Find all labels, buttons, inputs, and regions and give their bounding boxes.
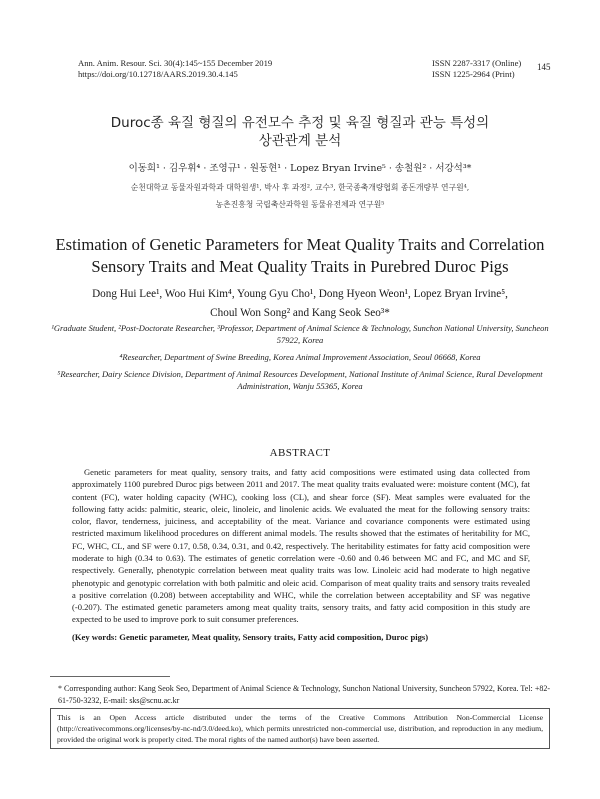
abstract-body: Genetic parameters for meat quality, sensory traits, and fatty acid compositions were estimated using data collected from approximately 1100 purebred Duroc pigs between 2011 and 2017. The meat quality traits evaluated were: moisture content (MC), fat content (FC), water holding capacity (WHC), cooking loss (CL), and shear force (SF). Meat samples were evaluated for the following fatty acids: palmitic, stearic, oleic, linoleic, and linolenic acids. We evaluated the meat for the following sensory traits: color, flavor, tenderness, juiciness, and acceptability of the meat. Variance and covariance components were estimated using restricted maximum likelihood procedures on different animal models. The results showed that the estimates of heritability for MC, FC, WHC, CL, and SF were 0.17, 0.58, 0.34, 0.31, and 0.42, respectively. The heritability estimates for fatty acid composition were moderate to high (0.34 to 0.63). The estimates of genetic correlation were -0.60 and 0.46 between MC and FC, and MC and SF, respectively. Generally, phenotypic correlation between meat quality traits was low. Linoleic acid had moderate to high negative phenotypic and genotypic correlation with both palmitic and oleic acid. Comparison of meat quality traits and sensory traits revealed a positive correlation (0.208) between acceptability and WHC, while the correlation between acceptability and SF was negative (-0.207). The estimated genetic parameters among meat quality traits, sensory traits, and fatty acid composition in this study are expected to be used to improve pork to suit consumer preferences. [72,467,530,625]
license-text: This is an Open Access article distributed under the terms of the Creative Commons Attribution Non-Commercial License (http://creativecommons.org/licenses/by-nc-nd/3.0/deed.ko), which permits unrestricted non-commercial use, distribution, and reproduction in any medium, provided the original work is properly cited. The moral rights of the named author(s) have been asserted. [57,713,543,744]
korean-title-line1: Duroc종 육질 형질의 유전모수 추정 및 육질 형질과 관능 특성의 [110,115,490,131]
english-title-line2: Sensory Traits and Meat Quality Traits in Purebred Duroc Pigs [91,257,509,276]
license-box [50,708,550,749]
english-authors-line1: Dong Hui Lee¹, Woo Hui Kim⁴, Young Gyu Cho¹, Dong Hyeon Weon¹, Lopez Bryan Irvine⁵, [92,288,508,300]
korean-affiliation-line2: 농촌진흥청 국립축산과학원 동물유전체과 연구원⁵ [215,200,385,209]
english-authors [30,285,570,323]
keywords: (Key words: Genetic parameter, Meat quality, Sensory traits, Fatty acid composition, Duroc pigs) [72,632,429,642]
footnote-divider [50,676,170,677]
affiliation-3: ⁵Researcher, Dairy Science Division, Department of Animal Resources Development, National Institute of Animal Science, Rural Development Administration, Wanju 55365, Korea [57,369,543,391]
issn-block [432,58,521,80]
english-authors-line2: Choul Won Song² and Kang Seok Seo³* [210,307,390,319]
korean-affiliation-line1: 순천대학교 동물자원과학과 대학원생¹, 박사 후 과정², 교수³, 한국종축개량협회 종돈개량부 연구원⁴, [130,183,470,192]
korean-authors: 이동희¹ · 김우휘⁴ · 조영규¹ · 원동현¹ · Lopez Bryan Irvine⁵ · 송철원² · 서강석³* [128,163,472,174]
english-title-line1: Estimation of Genetic Parameters for Meat Quality Traits and Correlation [55,235,545,254]
affiliation-2: ⁴Researcher, Department of Swine Breeding, Korea Animal Improvement Association, Seoul 06668, Korea [119,352,481,362]
corresponding-author-footnote: * Corresponding author: Kang Seok Seo, Department of Animal Science & Technology, Sunchon National University, Suncheon 57922, Korea. Tel: +82-61-750-3232, E-mail: sks@scnu.ac.kr [58,684,550,705]
doi-link[interactable]: https://doi.org/10.12718/AARS.2019.30.4.145 [78,69,238,79]
english-title [30,234,570,278]
abstract-heading: ABSTRACT [269,447,331,459]
affiliation-1: ¹Graduate Student, ²Post-Doctorate Researcher, ³Professor, Department of Animal Science & Technology, Sunchon National University, Suncheon 57922, Korea [51,323,549,345]
journal-citation [78,58,272,80]
journal-volume-line: Ann. Anim. Resour. Sci. 30(4):145~155 December 2019 [78,58,273,68]
issn-online: ISSN 2287-3317 (Online) [432,58,522,68]
korean-title-line2: 상관관계 분석 [258,133,342,149]
issn-print: ISSN 1225-2964 (Print) [432,69,515,79]
korean-title [60,114,540,150]
english-affiliations [50,322,550,392]
page-number: 145 [537,62,551,72]
